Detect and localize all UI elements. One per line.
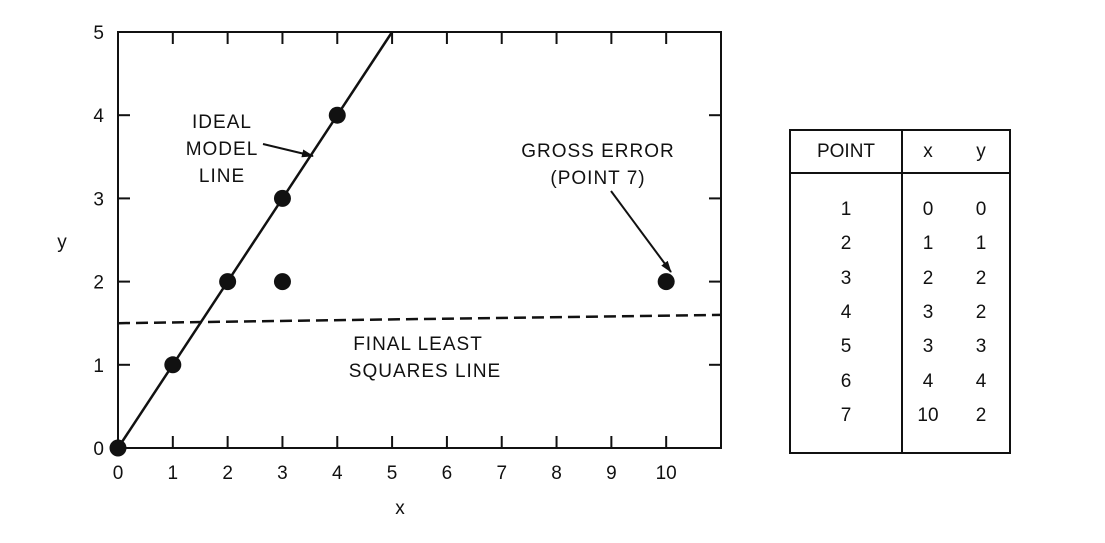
data-point-2 <box>164 356 181 373</box>
x-tick-label-10: 10 <box>655 463 677 484</box>
ideal-model-line <box>118 32 392 448</box>
y-tick-label-5: 5 <box>93 23 104 44</box>
data-point-6 <box>329 107 346 124</box>
gross-error-label-1: GROSS ERROR <box>521 141 675 162</box>
ideal-line-label-2: MODEL <box>185 139 259 160</box>
table-cell-y-row-3: 2 <box>975 268 987 289</box>
table-divider <box>901 131 903 452</box>
x-tick-label-4: 4 <box>331 463 343 484</box>
table-cell-point-row-5: 5 <box>840 336 852 357</box>
table-cell-y-row-6: 4 <box>975 371 987 392</box>
least-squares-label-2: SQUARES LINE <box>348 361 502 382</box>
least-squares-line <box>118 315 721 323</box>
data-point-7 <box>658 273 675 290</box>
table-cell-point-row-7: 7 <box>840 405 852 426</box>
ideal-line-arrow <box>263 144 313 156</box>
x-tick-label-0: 0 <box>112 463 124 484</box>
table-cell-point-row-2: 2 <box>840 233 852 254</box>
gross-error-arrow <box>611 191 671 272</box>
data-table <box>789 129 1011 454</box>
x-tick-label-9: 9 <box>606 463 617 484</box>
x-tick-label-6: 6 <box>441 463 453 484</box>
table-cell-y-row-4: 2 <box>975 302 987 323</box>
table-cell-point-row-6: 6 <box>840 371 852 392</box>
data-point-5 <box>274 190 291 207</box>
x-tick-label-2: 2 <box>222 463 233 484</box>
header-x: x <box>923 141 933 162</box>
y-tick-label-1: 1 <box>93 355 104 377</box>
x-tick-label-1: 1 <box>167 463 179 484</box>
table-cell-y-row-7: 2 <box>975 405 987 426</box>
table-cell-x-row-1: 0 <box>922 199 934 220</box>
plot-frame <box>118 32 721 448</box>
ideal-line-label-1: IDEAL <box>192 112 252 133</box>
x-tick-label-3: 3 <box>277 463 288 484</box>
ideal-line-label-3: LINE <box>198 166 246 187</box>
y-tick-label-2: 2 <box>93 272 104 294</box>
x-tick-label-5: 5 <box>386 463 398 484</box>
table-cell-point-row-1: 1 <box>840 199 852 220</box>
x-axis-ticks <box>118 32 666 448</box>
table-cell-point-row-3: 3 <box>840 268 852 289</box>
table-cell-x-row-3: 2 <box>922 268 934 289</box>
y-axis-label: y <box>57 232 67 253</box>
y-tick-label-4: 4 <box>93 106 104 128</box>
data-point-3 <box>219 273 236 290</box>
table-cell-x-row-2: 1 <box>922 233 934 254</box>
least-squares-label-1: FINAL LEAST <box>353 334 483 355</box>
chart-lines <box>118 32 721 448</box>
table-cell-y-row-1: 0 <box>975 199 987 220</box>
table-cell-x-row-4: 3 <box>922 302 934 323</box>
table-cell-x-row-7: 10 <box>917 405 939 426</box>
x-axis-label: x <box>395 498 405 519</box>
y-tick-label-0: 0 <box>93 439 104 460</box>
table-cell-x-row-6: 4 <box>922 371 934 392</box>
x-tick-label-7: 7 <box>496 463 508 484</box>
table-cell-x-row-5: 3 <box>922 336 934 357</box>
y-tick-label-3: 3 <box>93 189 104 211</box>
gross-error-label-2: (POINT 7) <box>550 168 646 189</box>
data-point-1 <box>110 440 127 457</box>
header-point: POINT <box>816 141 876 162</box>
x-tick-label-8: 8 <box>551 463 562 484</box>
y-axis-ticks <box>118 32 721 448</box>
table-cell-point-row-4: 4 <box>840 302 852 323</box>
table-cell-y-row-2: 1 <box>975 233 987 254</box>
table-cell-y-row-5: 3 <box>975 336 987 357</box>
tick-labels <box>93 23 676 484</box>
header-y: y <box>976 141 986 162</box>
data-point-4 <box>274 273 291 290</box>
